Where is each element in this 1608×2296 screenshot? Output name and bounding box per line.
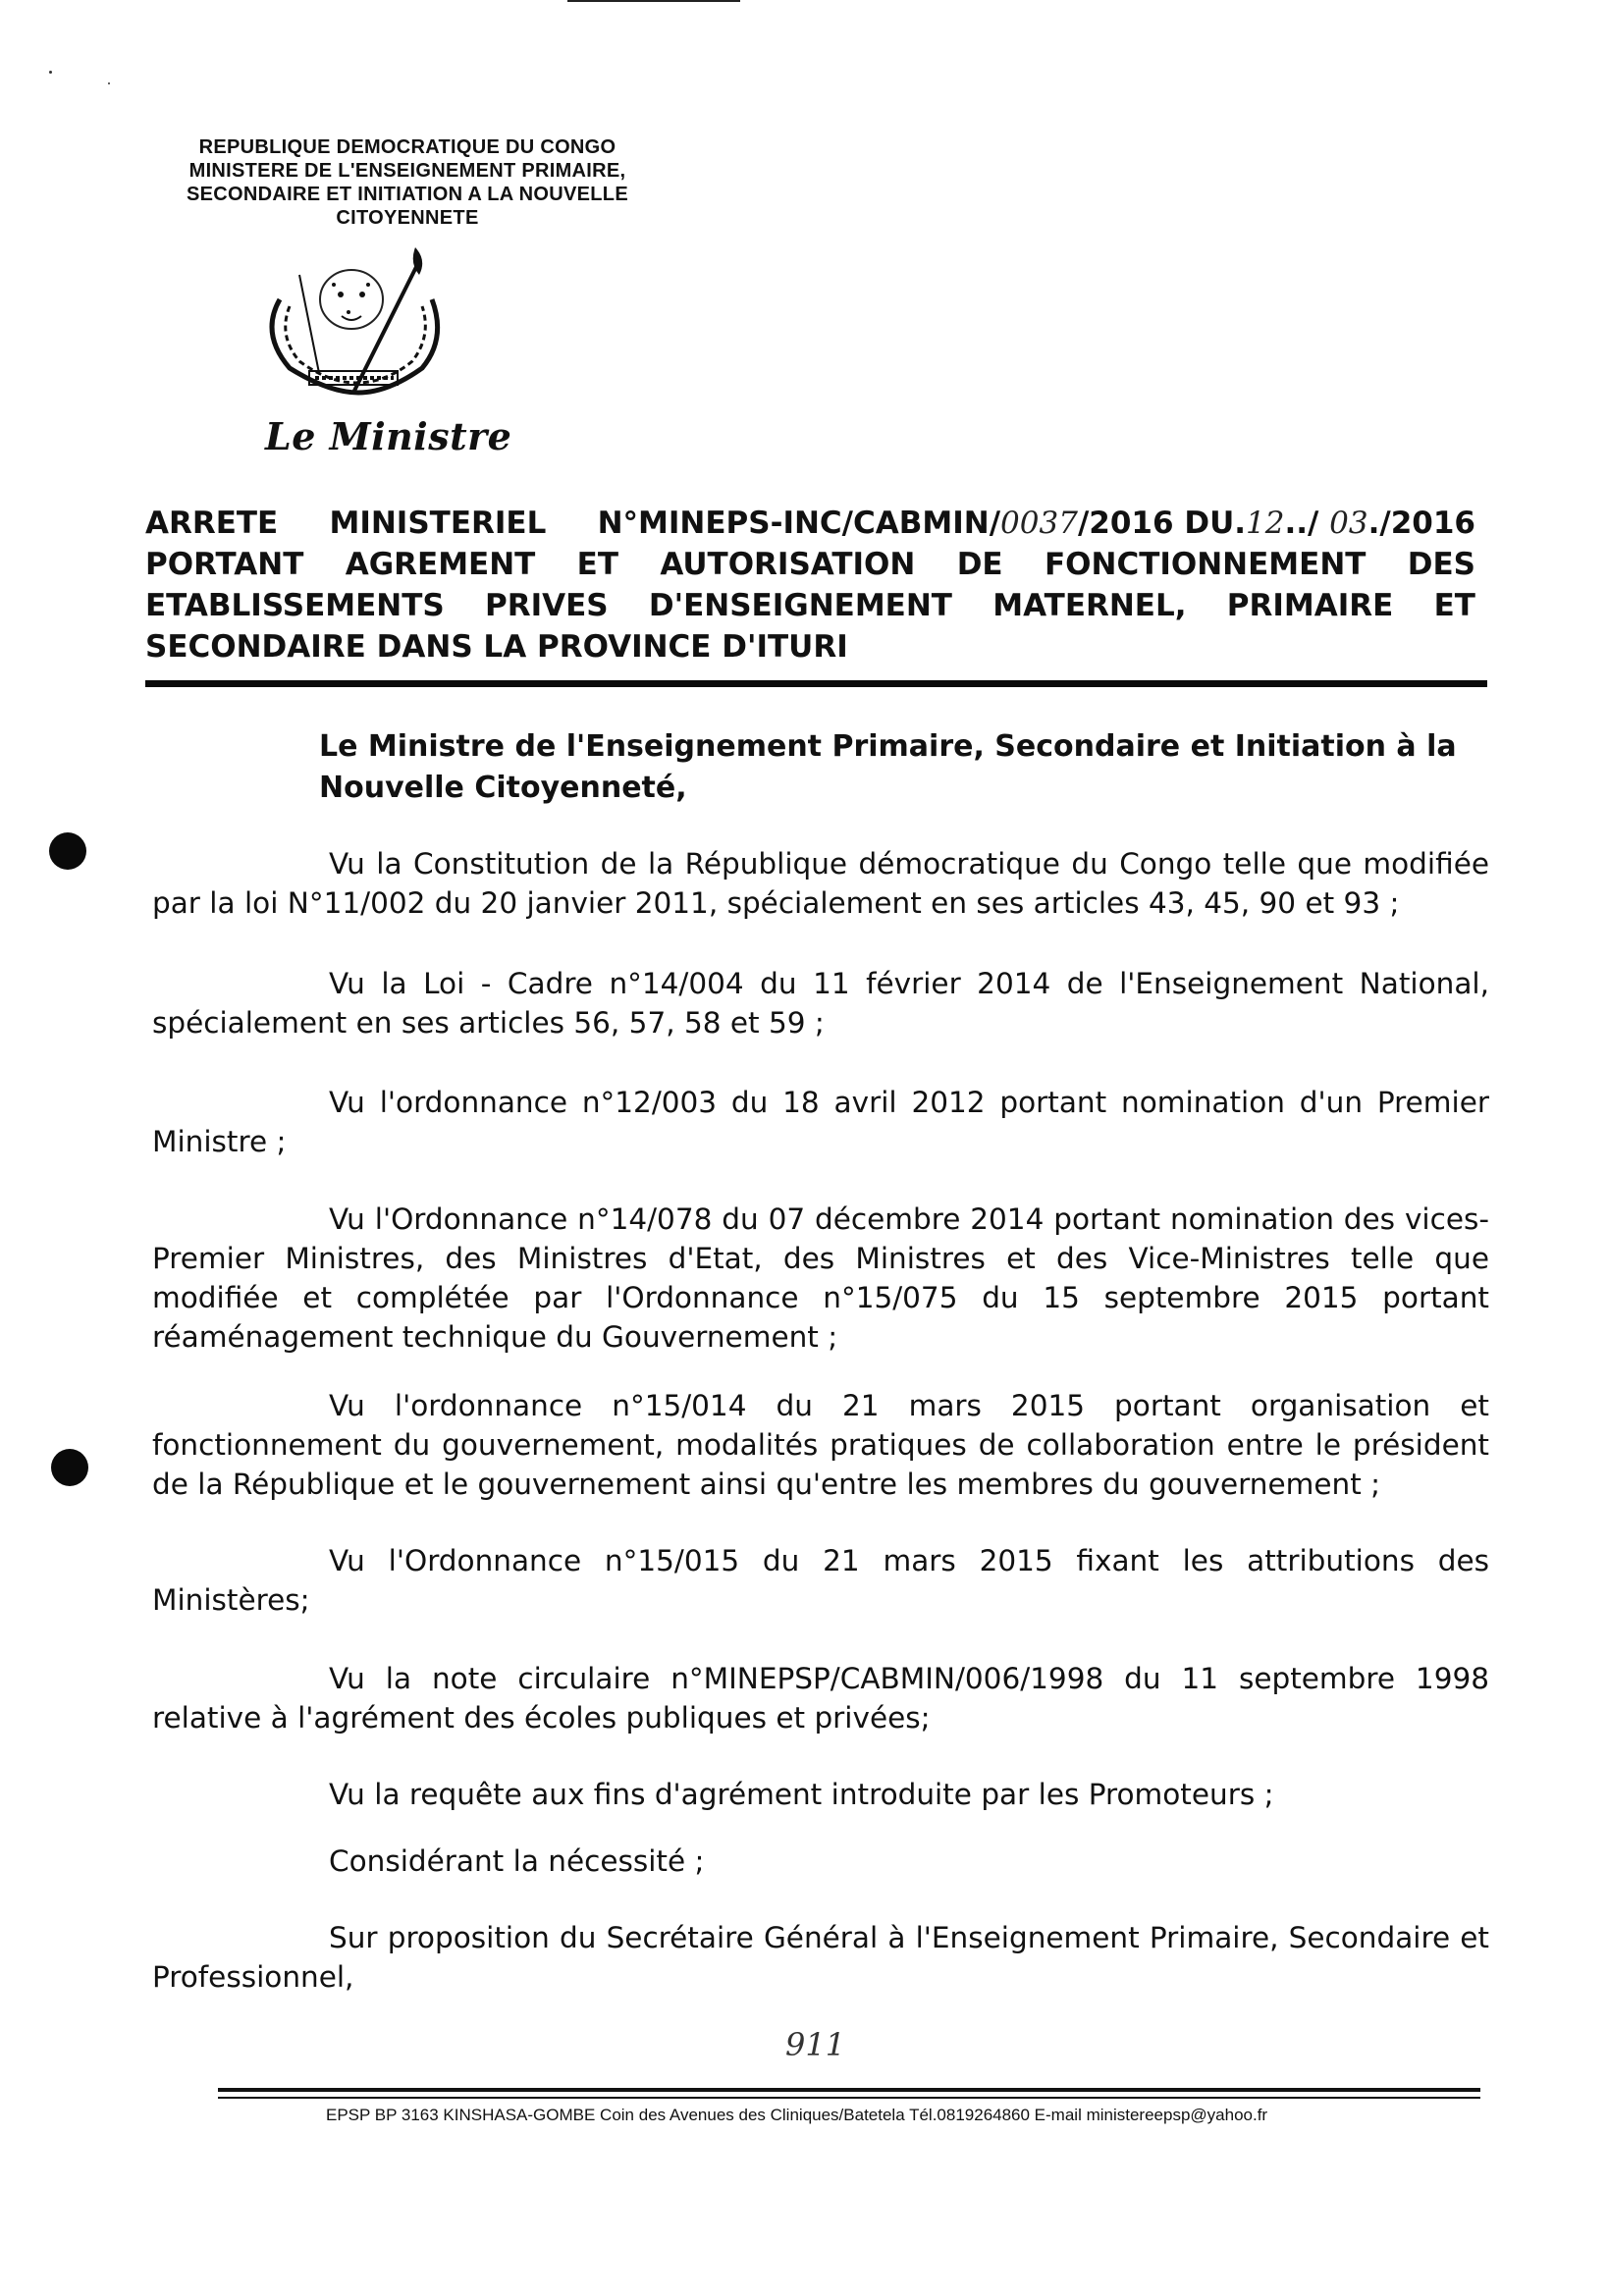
scan-speck bbox=[108, 82, 110, 84]
letterhead bbox=[118, 135, 697, 230]
title-word: DE bbox=[956, 547, 1003, 582]
scan-speck bbox=[49, 71, 52, 74]
recital-text: Vu la requête aux fins d'agrément introduite par les Promoteurs ; bbox=[329, 1778, 1274, 1811]
recital-paragraph bbox=[152, 1083, 1489, 1161]
title-word: FONCTIONNEMENT bbox=[1044, 547, 1367, 582]
title-word: MINISTERIEL bbox=[329, 506, 547, 541]
recital-paragraph bbox=[152, 964, 1489, 1042]
title-word: AGREMENT bbox=[345, 547, 536, 582]
title-line-3 bbox=[145, 585, 1475, 626]
title-line-2 bbox=[145, 544, 1475, 585]
title-word: PRIVES bbox=[484, 588, 609, 623]
letterhead-line: SECONDAIRE ET INITIATION A LA NOUVELLE bbox=[187, 184, 628, 205]
footer-rule-thin bbox=[218, 2097, 1480, 2099]
recital-paragraph bbox=[152, 1842, 1489, 1881]
recital-paragraph bbox=[152, 1659, 1489, 1737]
date-year: ./2016 bbox=[1367, 506, 1475, 541]
decree-title bbox=[145, 503, 1475, 667]
letterhead-line: CITOYENNETE bbox=[336, 207, 479, 229]
title-line-4 bbox=[145, 626, 1475, 667]
preamble: Le Ministre de l'Enseignement Primaire, Secondaire et Initiation à la Nouvelle Citoyenneté, bbox=[319, 729, 1457, 805]
title-word: PRIMAIRE bbox=[1226, 588, 1394, 623]
recital-text: Vu la Constitution de la République démocratique du Congo telle que modifiée par la loi N°11/002 du 20 janvier 2011, spécialement en ses articles 43, 45, 90 et 93 ; bbox=[152, 847, 1489, 920]
title-word: ARRETE bbox=[145, 506, 279, 541]
title-word: D'ENSEIGNEMENT bbox=[648, 588, 952, 623]
title-word: PORTANT bbox=[145, 547, 304, 582]
title-divider bbox=[145, 680, 1487, 687]
top-scan-line bbox=[567, 0, 740, 2]
recital-text: Considérant la nécessité ; bbox=[329, 1844, 705, 1878]
recital-text: Vu la Loi - Cadre n°14/004 du 11 février 2014 de l'Enseignement National, spécialement en ses articles 56, 57, 58 et 59 ; bbox=[152, 967, 1489, 1040]
punch-hole-mark bbox=[51, 1449, 88, 1486]
title-word: ET bbox=[1433, 588, 1475, 623]
handwritten-decree-number: 0037 bbox=[1000, 506, 1078, 541]
title-word bbox=[598, 503, 1475, 544]
recital-paragraph bbox=[152, 1918, 1489, 1997]
recital-text: Vu la note circulaire n°MINEPSP/CABMIN/006/1998 du 11 septembre 1998 relative à l'agrément des écoles publiques et privées; bbox=[152, 1662, 1489, 1735]
title-word: AUTORISATION bbox=[660, 547, 916, 582]
punch-hole-mark bbox=[49, 832, 86, 870]
title-word: ET bbox=[576, 547, 618, 582]
recital-paragraph bbox=[152, 1386, 1489, 1504]
footer-contact: EPSP BP 3163 KINSHASA-GOMBE Coin des Avenues des Cliniques/Batetela Tél.0819264860 E-mail ministereepsp@yahoo.fr bbox=[326, 2106, 1268, 2124]
recital-text: Vu l'Ordonnance n°15/015 du 21 mars 2015 fixant les attributions des Ministères; bbox=[152, 1544, 1489, 1617]
congo-coat-of-arms-icon bbox=[250, 245, 456, 402]
recital-text: Sur proposition du Secrétaire Général à l'Enseignement Primaire, Secondaire et Professionnel, bbox=[152, 1921, 1489, 1994]
recital-paragraph bbox=[152, 1541, 1489, 1620]
title-word: ETABLISSEMENTS bbox=[145, 588, 445, 623]
title-word: SECONDAIRE DANS LA PROVINCE D'ITURI bbox=[145, 629, 848, 665]
letterhead-line: REPUBLIQUE DEMOCRATIQUE DU CONGO bbox=[198, 136, 616, 158]
handwritten-day: 12 bbox=[1246, 506, 1285, 541]
recital-text: Vu l'ordonnance n°12/003 du 18 avril 2012 portant nomination d'un Premier Ministre ; bbox=[152, 1086, 1489, 1158]
title-word: DES bbox=[1407, 547, 1475, 582]
date-separator: ../ bbox=[1284, 506, 1330, 541]
title-line-1 bbox=[145, 503, 1475, 544]
footer-rule bbox=[218, 2088, 1480, 2092]
recital-paragraph bbox=[152, 1200, 1489, 1357]
decree-ref: N°MINEPS-INC/CABMIN/ bbox=[597, 506, 1001, 541]
handwritten-initials: 911 bbox=[785, 2026, 846, 2063]
letterhead-line: MINISTERE DE L'ENSEIGNEMENT PRIMAIRE, bbox=[188, 160, 626, 182]
recital-paragraph bbox=[152, 1775, 1489, 1814]
recital-text: Vu l'ordonnance n°15/014 du 21 mars 2015 portant organisation et fonctionnement du gouvernement, modalités pratiques de collaboration entre le président de la République et le gouvernement ainsi qu'entre les membres du gouvernement ; bbox=[152, 1389, 1489, 1501]
decree-year: /2016 DU. bbox=[1077, 506, 1247, 541]
handwritten-month: 03 bbox=[1329, 506, 1368, 541]
recital-paragraph bbox=[152, 844, 1489, 923]
minister-signature-title: Le Ministre bbox=[265, 414, 512, 458]
recital-text: Vu l'Ordonnance n°14/078 du 07 décembre 2014 portant nomination des vices-Premier Ministres, des Ministres d'Etat, des Ministres et des Vice-Ministres telle que modifiée et complétée par l'Ordonnance n°15/075 du 15 septembre 2015 portant réaménagement technique du Gouvernement ; bbox=[152, 1202, 1489, 1354]
title-word: MATERNEL, bbox=[992, 588, 1187, 623]
